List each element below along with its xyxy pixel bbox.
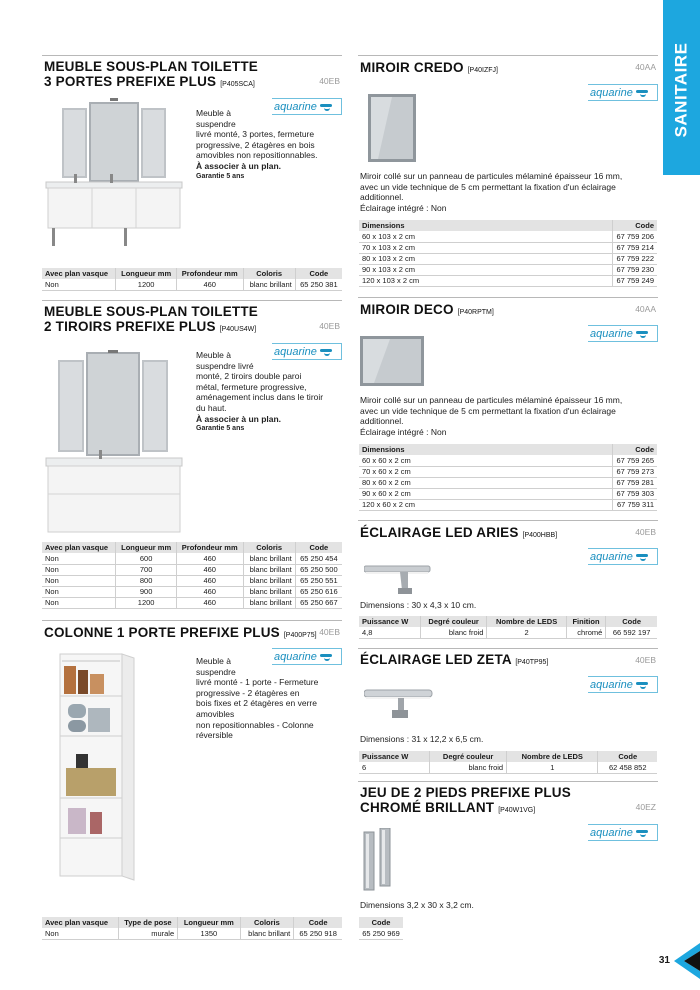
chevron-left-icon: [670, 943, 700, 979]
product-description: Meuble à suspendre livré monté, 2 tiroirs double paroi métal, fermeture progressive, aménagement inclus dans le tiroir du haut. À associer à un plan. Garantie 5 ans: [196, 350, 324, 433]
product-dimensions: Dimensions : 30 x 4,3 x 10 cm.: [360, 600, 477, 610]
product-description: Miroir collé sur un panneau de particules mélaminé épaisseur 16 mm, avec un vide technique de 5 cm permettant la fixation d'un éclairage additionnel. Éclairage intégré : Non: [360, 171, 623, 213]
divider: [358, 781, 658, 782]
table-row: Non 1200 460 blanc brillant 65 250 667: [42, 597, 342, 608]
product-ref: [P40RPTM]: [457, 309, 494, 316]
brand-logo: aquarine: [588, 676, 658, 693]
spec-table: Avec plan vasque Type de pose Longueur mm Coloris Code Non murale 1350 blanc brillant 65 250 918: [42, 917, 342, 940]
divider: [42, 620, 342, 621]
product-description: Meuble à suspendre livré monté - 1 porte - Fermeture progressive - 2 étagères en bois fixes et 2 étagères en verre amovibles non repositionnables - Colonne réversible: [196, 656, 319, 741]
table-row: Non 700 460 blanc brillant 65 250 500: [42, 564, 342, 575]
led-zeta-image: [364, 686, 434, 726]
brand-wave-icon: [636, 329, 648, 338]
code-tag: 40EB: [319, 627, 340, 637]
column-cabinet-image: [46, 650, 176, 900]
table-row: Non 900 460 blanc brillant 65 250 616: [42, 586, 342, 597]
product-ref: [P40US4W]: [219, 326, 257, 333]
brand-wave-icon: [636, 552, 648, 561]
chrome-legs-image: [362, 828, 398, 894]
table-row: 80 x 103 x 2 cm 67 759 222: [359, 253, 657, 264]
table-row: Non murale 1350 blanc brillant 65 250 918: [42, 928, 342, 939]
code-tag: 40EB: [635, 655, 656, 665]
spec-table: Dimensions Code 60 x 60 x 2 cm 67 759 265 70 x 60 x 2 cm 67 759 273 80 x 60 x 2 cm 67 759 281 90 x 60 x 2 cm 67 759 303 120 x 60 x 2 cm 67 759 311: [359, 444, 657, 511]
code-tag: 40EB: [319, 76, 340, 86]
table-row: 120 x 60 x 2 cm 67 759 311: [359, 499, 657, 510]
vanity-2-drawers-image: [44, 350, 184, 535]
product-title: MIROIR CREDO [P40IZFJ]: [360, 60, 498, 75]
table-row: 6 blanc froid 1 62 458 852: [359, 762, 657, 773]
section-label: SANITAIRE: [671, 42, 691, 137]
product-dimensions: Dimensions 3,2 x 30 x 3,2 cm.: [360, 900, 474, 910]
table-row: 120 x 103 x 2 cm 67 759 249: [359, 275, 657, 286]
mirror-deco-image: [360, 336, 426, 388]
table-row: 65 250 969: [359, 928, 403, 939]
brand-logo: aquarine: [272, 343, 342, 360]
brand-logo: aquarine: [272, 98, 342, 115]
divider: [358, 55, 658, 56]
brand-wave-icon: [636, 828, 648, 837]
product-title: MEUBLE SOUS-PLAN TOILETTE 3 PORTES PREFIXE PLUS [P405SCA]: [44, 59, 259, 89]
page-number: 31: [658, 955, 670, 966]
product-title: MIROIR DECO [P40RPTM]: [360, 302, 494, 317]
table-row: 90 x 60 x 2 cm 67 759 303: [359, 488, 657, 499]
table-row: Non 600 460 blanc brillant 65 250 454: [42, 553, 342, 564]
product-ref: [P40W1VG]: [498, 807, 536, 814]
spec-table: Avec plan vasque Longueur mm Profondeur mm Coloris Code Non 600 460 blanc brillant 65 250 454 Non 700 460 blanc brillant 65 250 500 Non 800 460 blanc brillant 65 250 551 Non 900 460 blanc brillant 65 250 616 Non 1200 460 blanc brillant 65 250 667: [42, 542, 342, 609]
table-row: Non 1200 460 blanc brillant 65 250 381: [42, 279, 342, 290]
table-row: Non 800 460 blanc brillant 65 250 551: [42, 575, 342, 586]
sidebar: [663, 0, 700, 990]
divider: [358, 648, 658, 649]
brand-wave-icon: [636, 88, 648, 97]
product-ref: [P400P75]: [283, 632, 317, 639]
product-title: MEUBLE SOUS-PLAN TOILETTE 2 TIROIRS PREFIXE PLUS [P40US4W]: [44, 304, 259, 334]
product-dimensions: Dimensions : 31 x 12,2 x 6,5 cm.: [360, 734, 484, 744]
vanity-3-doors-image: [44, 98, 184, 248]
product-description: Miroir collé sur un panneau de particules mélaminé épaisseur 16 mm, avec un vide technique de 5 cm permettant la fixation d'un éclairage additionnel. Éclairage intégré : Non: [360, 395, 623, 437]
code-tag: 40EB: [319, 321, 340, 331]
product-description: Meuble à suspendre livré monté, 3 portes, fermeture progressive, 2 étagères en bois amovibles non repositionnables. À associer à un plan. Garantie 5 ans: [196, 108, 318, 180]
product-title: JEU DE 2 PIEDS PREFIXE PLUS CHROMÉ BRILLANT [P40W1VG]: [360, 785, 571, 815]
mirror-credo-image: [368, 94, 418, 164]
table-row: 60 x 60 x 2 cm 67 759 265: [359, 455, 657, 466]
product-title: ÉCLAIRAGE LED ZETA [P40TP95]: [360, 652, 549, 667]
table-row: 60 x 103 x 2 cm 67 759 206: [359, 231, 657, 242]
brand-logo: aquarine: [588, 548, 658, 565]
table-row: 90 x 103 x 2 cm 67 759 230: [359, 264, 657, 275]
divider: [42, 55, 342, 56]
brand-logo: aquarine: [588, 325, 658, 342]
product-title: ÉCLAIRAGE LED ARIES [P400HBB]: [360, 525, 558, 540]
code-tag: 40AA: [635, 304, 656, 314]
table-row: 70 x 60 x 2 cm 67 759 273: [359, 466, 657, 477]
product-title: COLONNE 1 PORTE PREFIXE PLUS [P400P75]: [44, 625, 317, 640]
brand-logo: aquarine: [272, 648, 342, 665]
spec-table: Code 65 250 969: [359, 917, 403, 940]
divider: [42, 300, 342, 301]
brand-wave-icon: [636, 680, 648, 689]
brand-logo: aquarine: [588, 84, 658, 101]
spec-table: Avec plan vasque Longueur mm Profondeur mm Coloris Code Non 1200 460 blanc brillant 65 250 381: [42, 268, 342, 291]
product-ref: [P400HBB]: [522, 532, 558, 539]
spec-table: Dimensions Code 60 x 103 x 2 cm 67 759 206 70 x 103 x 2 cm 67 759 214 80 x 103 x 2 cm 67 759 222 90 x 103 x 2 cm 67 759 230 120 x 103 x 2 cm 67 759 249: [359, 220, 657, 287]
table-row: 80 x 60 x 2 cm 67 759 281: [359, 477, 657, 488]
code-tag: 40AA: [635, 62, 656, 72]
table-row: 70 x 103 x 2 cm 67 759 214: [359, 242, 657, 253]
table-row: 4,8 blanc froid 2 chromé 66 592 197: [359, 627, 657, 638]
spec-table: Puissance W Degré couleur Nombre de LEDS Finition Code 4,8 blanc froid 2 chromé 66 592 197: [359, 616, 657, 639]
brand-logo: aquarine: [588, 824, 658, 841]
product-ref: [P40TP95]: [515, 659, 549, 666]
product-ref: [P405SCA]: [220, 81, 255, 88]
divider: [358, 520, 658, 521]
code-tag: 40EZ: [635, 802, 656, 812]
led-aries-image: [364, 560, 434, 596]
spec-table: Puissance W Degré couleur Nombre de LEDS Code 6 blanc froid 1 62 458 852: [359, 751, 657, 774]
product-ref: [P40IZFJ]: [467, 67, 498, 74]
code-tag: 40EB: [635, 527, 656, 537]
divider: [358, 297, 658, 298]
